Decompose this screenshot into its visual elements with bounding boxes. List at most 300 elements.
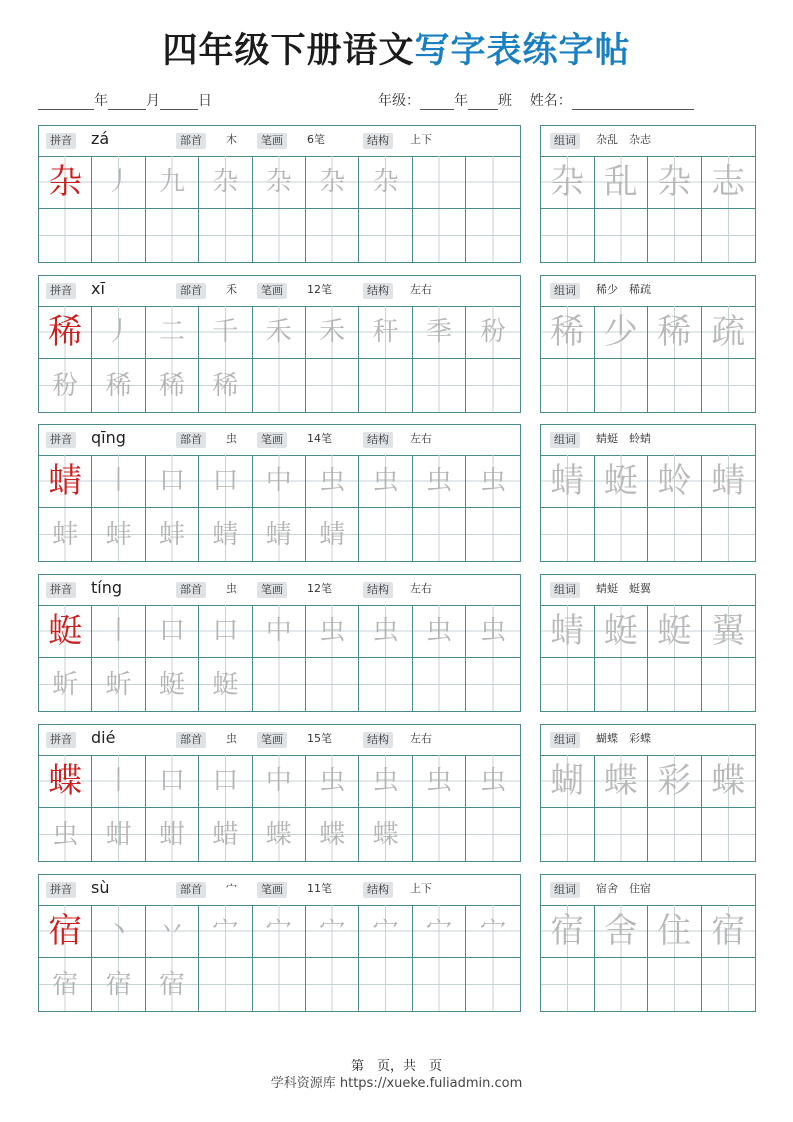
grid-cell[interactable]: [306, 605, 359, 658]
word-cell[interactable]: [702, 156, 756, 209]
words-grid: [541, 905, 755, 1011]
strokes-value: 15笔: [307, 732, 332, 745]
practice-row: [38, 275, 756, 413]
char-header: [39, 425, 520, 456]
word-cell[interactable]: [702, 658, 756, 711]
grid-cell[interactable]: [39, 508, 92, 561]
word-cell[interactable]: [648, 958, 702, 1011]
word-cell[interactable]: [595, 508, 649, 561]
grid-cell[interactable]: [413, 605, 466, 658]
pinyin-value: qīng: [91, 428, 126, 447]
grid-cell[interactable]: [413, 455, 466, 508]
stroke-step-char: 杂: [319, 167, 346, 197]
word-trace-char: 宿: [711, 911, 746, 951]
practice-grid: [39, 306, 520, 412]
words-panel: [540, 125, 756, 263]
word-cell[interactable]: [541, 156, 595, 209]
day-label: 日: [198, 93, 212, 109]
words-grid: [541, 605, 755, 711]
word-cell[interactable]: [702, 306, 756, 359]
stroke-step-char: 二: [158, 317, 185, 347]
student-fields: [378, 90, 694, 110]
word-cell[interactable]: [702, 958, 756, 1011]
grid-cell[interactable]: [413, 958, 466, 1011]
word-cell[interactable]: [702, 359, 756, 412]
stroke-step-char: 蚌: [158, 519, 185, 550]
practice-grid: [39, 156, 520, 262]
word-cell[interactable]: [648, 209, 702, 262]
practice-grid: [39, 755, 520, 861]
stroke-step-char: 口: [212, 616, 239, 646]
grid-cell[interactable]: [92, 306, 145, 359]
grid-cell[interactable]: [359, 658, 412, 711]
grid-cell[interactable]: [39, 658, 92, 711]
grid-cell[interactable]: [359, 508, 412, 561]
grid-cell[interactable]: [253, 508, 306, 561]
word-cell[interactable]: [702, 605, 756, 658]
word-cell[interactable]: [595, 658, 649, 711]
grid-cell[interactable]: [199, 455, 252, 508]
stroke-step-char: 禾: [265, 317, 292, 347]
grid-cell[interactable]: [306, 156, 359, 209]
pinyin-value: tíng: [91, 578, 123, 597]
grid-cell[interactable]: [413, 306, 466, 359]
grid-cell[interactable]: [39, 605, 92, 658]
grid-cell[interactable]: [39, 905, 92, 958]
grid-cell[interactable]: [199, 958, 252, 1011]
grid-cell[interactable]: [413, 905, 466, 958]
grid-cell[interactable]: [92, 808, 145, 861]
structure-value: 左右: [410, 582, 432, 595]
stroke-step-char: 宿: [158, 969, 185, 1000]
word-cell[interactable]: [541, 508, 595, 561]
grid-cell[interactable]: [199, 209, 252, 262]
word-trace-char: 蜻: [550, 611, 585, 651]
words-value: 蜻蜓 蛉蜻: [596, 432, 651, 445]
grid-cell[interactable]: [466, 455, 520, 508]
grid-cell[interactable]: [146, 905, 199, 958]
grid-cell[interactable]: [146, 755, 199, 808]
stroke-step-char: 蜻: [265, 519, 292, 550]
words-value: 稀少 稀疏: [596, 283, 651, 296]
grid-cell[interactable]: [39, 359, 92, 412]
word-cell[interactable]: [541, 306, 595, 359]
grid-cell[interactable]: [146, 156, 199, 209]
grid-cell[interactable]: [146, 658, 199, 711]
radical-tag: 部首: [176, 732, 206, 748]
word-cell[interactable]: [595, 209, 649, 262]
strokes-tag: 笔画: [257, 582, 287, 598]
stroke-step-char: 虫: [480, 766, 507, 796]
grid-cell[interactable]: [199, 905, 252, 958]
grid-cell[interactable]: [359, 209, 412, 262]
word-trace-char: 翼: [711, 611, 746, 651]
structure-tag: 结构: [363, 283, 393, 299]
stroke-step-char: 口: [212, 466, 239, 496]
stroke-step-char: 禾: [319, 317, 346, 347]
grid-cell[interactable]: [199, 306, 252, 359]
grid-cell[interactable]: [146, 808, 199, 861]
word-cell[interactable]: [541, 658, 595, 711]
word-cell[interactable]: [702, 209, 756, 262]
word-cell[interactable]: [541, 209, 595, 262]
grid-cell[interactable]: [92, 156, 145, 209]
grid-cell[interactable]: [199, 359, 252, 412]
grid-cell[interactable]: [253, 905, 306, 958]
grid-cell[interactable]: [359, 306, 412, 359]
word-trace-char: 蝶: [711, 761, 746, 801]
grid-cell[interactable]: [253, 958, 306, 1011]
structure-value: 左右: [410, 732, 432, 745]
pinyin-tag: 拼音: [46, 732, 76, 748]
grid-cell[interactable]: [253, 306, 306, 359]
grid-cell[interactable]: [39, 209, 92, 262]
word-cell[interactable]: [595, 359, 649, 412]
grid-cell[interactable]: [306, 808, 359, 861]
structure-tag: 结构: [363, 432, 393, 448]
stroke-step-char: 杂: [212, 167, 239, 197]
grid-cell[interactable]: [92, 605, 145, 658]
word-cell[interactable]: [648, 905, 702, 958]
stroke-step-char: 虫: [372, 616, 399, 646]
word-cell[interactable]: [648, 156, 702, 209]
month-blank[interactable]: [108, 94, 146, 110]
stroke-step-char: 千: [212, 317, 239, 347]
grid-cell[interactable]: [92, 508, 145, 561]
grid-cell[interactable]: [146, 359, 199, 412]
grid-cell[interactable]: [92, 905, 145, 958]
structure-tag: 结构: [363, 732, 393, 748]
words-value: 杂乱 杂志: [596, 133, 651, 146]
grid-cell[interactable]: [39, 755, 92, 808]
word-trace-char: 杂: [550, 162, 585, 202]
stroke-step-char: 虫: [372, 466, 399, 496]
grid-cell[interactable]: [359, 605, 412, 658]
word-trace-char: 蜓: [657, 611, 692, 651]
practice-row: [38, 424, 756, 562]
word-cell[interactable]: [702, 755, 756, 808]
words-tag: 组词: [550, 882, 580, 898]
grid-cell[interactable]: [92, 755, 145, 808]
grid-cell[interactable]: [253, 156, 306, 209]
radical-tag: 部首: [176, 432, 206, 448]
grid-cell[interactable]: [199, 658, 252, 711]
grid-cell[interactable]: [466, 958, 520, 1011]
word-trace-char: 稀: [657, 312, 692, 352]
grid-cell[interactable]: [253, 359, 306, 412]
pinyin-tag: 拼音: [46, 882, 76, 898]
year-label: 年: [94, 93, 108, 109]
grid-cell[interactable]: [39, 455, 92, 508]
word-cell[interactable]: [648, 755, 702, 808]
word-cell[interactable]: [541, 605, 595, 658]
words-grid: [541, 455, 755, 561]
stroke-step-char: 虫: [319, 766, 346, 796]
grid-cell[interactable]: [146, 958, 199, 1011]
words-tag: 组词: [550, 133, 580, 149]
grid-cell[interactable]: [146, 455, 199, 508]
word-cell[interactable]: [541, 359, 595, 412]
grid-cell[interactable]: [146, 306, 199, 359]
grid-cell[interactable]: [359, 455, 412, 508]
word-trace-char: 蜻: [550, 461, 585, 501]
title-part1: 四年级下册语文: [162, 31, 415, 71]
word-cell[interactable]: [648, 605, 702, 658]
word-trace-char: 蝶: [603, 761, 638, 801]
word-cell[interactable]: [702, 905, 756, 958]
word-cell[interactable]: [541, 905, 595, 958]
model-char: 杂: [48, 162, 83, 202]
word-cell[interactable]: [595, 306, 649, 359]
words-panel: [540, 874, 756, 1012]
stroke-step-char: 秎: [52, 370, 79, 401]
grid-cell[interactable]: [359, 958, 412, 1011]
words-panel: [540, 574, 756, 712]
pinyin-value: sù: [91, 878, 110, 897]
radical-value: 虫: [226, 732, 237, 745]
grid-cell[interactable]: [146, 605, 199, 658]
structure-tag: 结构: [363, 582, 393, 598]
word-cell[interactable]: [702, 808, 756, 861]
grid-cell[interactable]: [359, 905, 412, 958]
pinyin-tag: 拼音: [46, 582, 76, 598]
words-header: [541, 425, 755, 456]
grid-cell[interactable]: [253, 455, 306, 508]
stroke-step-char: 虫: [319, 466, 346, 496]
word-cell[interactable]: [595, 808, 649, 861]
stroke-step-char: 虫: [319, 616, 346, 646]
structure-value: 左右: [410, 432, 432, 445]
word-cell[interactable]: [648, 508, 702, 561]
word-cell[interactable]: [648, 808, 702, 861]
char-panel: [38, 874, 521, 1012]
pinyin-value: zá: [91, 129, 110, 148]
year-blank[interactable]: [38, 94, 94, 110]
stroke-step-char: 稀: [212, 370, 239, 401]
char-panel: [38, 424, 521, 562]
grid-cell[interactable]: [306, 455, 359, 508]
grid-cell[interactable]: [253, 605, 306, 658]
stroke-step-char: 虫: [425, 466, 452, 496]
grid-cell[interactable]: [359, 808, 412, 861]
grid-cell[interactable]: [253, 808, 306, 861]
grid-cell[interactable]: [359, 359, 412, 412]
grid-cell[interactable]: [146, 209, 199, 262]
pinyin-value: dié: [91, 728, 116, 747]
grid-cell[interactable]: [306, 359, 359, 412]
stroke-step-char: 宀: [212, 916, 239, 946]
page-title: [0, 26, 793, 76]
model-char: 蝶: [48, 761, 83, 801]
grid-cell[interactable]: [413, 658, 466, 711]
practice-grid: [39, 905, 520, 1011]
strokes-tag: 笔画: [257, 133, 287, 149]
word-trace-char: 乱: [603, 162, 638, 202]
grid-cell[interactable]: [199, 808, 252, 861]
radical-value: 虫: [226, 582, 237, 595]
structure-tag: 结构: [363, 133, 393, 149]
word-trace-char: 少: [603, 312, 638, 352]
word-cell[interactable]: [541, 455, 595, 508]
word-cell[interactable]: [702, 508, 756, 561]
word-cell[interactable]: [595, 755, 649, 808]
word-cell[interactable]: [648, 306, 702, 359]
stroke-step-char: 蚶: [158, 819, 185, 850]
word-cell[interactable]: [648, 455, 702, 508]
stroke-step-char: 秊: [425, 317, 452, 347]
grid-cell[interactable]: [92, 455, 145, 508]
grid-cell[interactable]: [306, 508, 359, 561]
grid-cell[interactable]: [92, 958, 145, 1011]
word-cell[interactable]: [595, 958, 649, 1011]
grid-cell[interactable]: [413, 209, 466, 262]
grid-cell[interactable]: [199, 605, 252, 658]
words-value: 宿舍 住宿: [596, 882, 651, 895]
grid-cell[interactable]: [466, 808, 520, 861]
grade-blank[interactable]: [420, 94, 454, 110]
grid-cell[interactable]: [306, 306, 359, 359]
grid-cell[interactable]: [306, 958, 359, 1011]
radical-tag: 部首: [176, 582, 206, 598]
structure-tag: 结构: [363, 882, 393, 898]
day-blank[interactable]: [160, 94, 198, 110]
word-trace-char: 蜻: [711, 461, 746, 501]
grid-cell[interactable]: [92, 359, 145, 412]
words-panel: [540, 724, 756, 862]
grid-cell[interactable]: [466, 209, 520, 262]
grid-cell[interactable]: [466, 658, 520, 711]
grid-cell[interactable]: [39, 808, 92, 861]
strokes-value: 14笔: [307, 432, 332, 445]
grid-cell[interactable]: [466, 508, 520, 561]
word-trace-char: 蜓: [603, 611, 638, 651]
grid-cell[interactable]: [306, 905, 359, 958]
word-cell[interactable]: [595, 605, 649, 658]
class-label: 班: [498, 93, 512, 109]
model-char: 蜻: [48, 461, 83, 501]
word-cell[interactable]: [541, 755, 595, 808]
grade-year-label: 年: [454, 93, 468, 109]
stroke-step-char: 蝶: [319, 819, 346, 850]
radical-value: 宀: [226, 882, 237, 895]
grid-cell[interactable]: [466, 306, 520, 359]
grid-cell[interactable]: [199, 755, 252, 808]
grid-cell[interactable]: [306, 755, 359, 808]
word-cell[interactable]: [595, 455, 649, 508]
char-panel: [38, 125, 521, 263]
words-tag: 组词: [550, 283, 580, 299]
grid-cell[interactable]: [92, 209, 145, 262]
grid-cell[interactable]: [466, 605, 520, 658]
class-blank[interactable]: [468, 94, 498, 110]
word-cell[interactable]: [702, 455, 756, 508]
radical-tag: 部首: [176, 283, 206, 299]
grid-cell[interactable]: [466, 156, 520, 209]
char-header: [39, 575, 520, 606]
grid-cell[interactable]: [413, 508, 466, 561]
word-trace-char: 蜓: [603, 461, 638, 501]
grid-cell[interactable]: [413, 359, 466, 412]
grid-cell[interactable]: [253, 658, 306, 711]
word-cell[interactable]: [648, 359, 702, 412]
word-cell[interactable]: [648, 658, 702, 711]
word-cell[interactable]: [595, 905, 649, 958]
radical-tag: 部首: [176, 133, 206, 149]
structure-value: 上下: [410, 133, 432, 146]
stroke-step-char: 虫: [425, 766, 452, 796]
word-trace-char: 疏: [711, 312, 746, 352]
info-line: [38, 90, 758, 112]
pinyin-value: xī: [91, 279, 105, 298]
date-fields: [38, 90, 212, 110]
grid-cell[interactable]: [413, 755, 466, 808]
stroke-step-char: 蜻: [212, 519, 239, 550]
char-header: [39, 725, 520, 756]
grid-cell[interactable]: [306, 658, 359, 711]
grid-cell[interactable]: [39, 156, 92, 209]
words-header: [541, 725, 755, 756]
stroke-step-char: 口: [212, 766, 239, 796]
grid-cell[interactable]: [199, 508, 252, 561]
name-blank[interactable]: [572, 94, 694, 110]
stroke-step-char: 蝶: [265, 819, 292, 850]
model-char: 蜓: [48, 611, 83, 651]
stroke-step-char: 蚚: [105, 669, 132, 700]
grid-cell[interactable]: [253, 209, 306, 262]
stroke-step-char: 虫: [372, 766, 399, 796]
site-link[interactable]: 学科资源库 https://xueke.fuliadmin.com: [270, 1076, 523, 1091]
practice-grid: [39, 605, 520, 711]
word-cell[interactable]: [541, 958, 595, 1011]
words-tag: 组词: [550, 732, 580, 748]
grid-cell[interactable]: [359, 755, 412, 808]
stroke-step-char: 丶: [105, 916, 132, 946]
strokes-value: 12笔: [307, 283, 332, 296]
stroke-step-char: 蚌: [105, 519, 132, 550]
stroke-step-char: 口: [158, 466, 185, 496]
structure-value: 左右: [410, 283, 432, 296]
words-grid: [541, 755, 755, 861]
stroke-step-char: 秎: [480, 317, 507, 347]
grid-cell[interactable]: [466, 755, 520, 808]
word-cell[interactable]: [595, 156, 649, 209]
grid-cell[interactable]: [413, 156, 466, 209]
words-panel: [540, 424, 756, 562]
grid-cell[interactable]: [199, 156, 252, 209]
grid-cell[interactable]: [306, 209, 359, 262]
grid-cell[interactable]: [413, 808, 466, 861]
grid-cell[interactable]: [359, 156, 412, 209]
word-cell[interactable]: [541, 808, 595, 861]
stroke-step-char: 蜡: [212, 819, 239, 850]
grid-cell[interactable]: [253, 755, 306, 808]
grid-cell[interactable]: [92, 658, 145, 711]
grid-cell[interactable]: [39, 306, 92, 359]
grid-cell[interactable]: [146, 508, 199, 561]
word-trace-char: 彩: [657, 761, 692, 801]
grid-cell[interactable]: [39, 958, 92, 1011]
word-trace-char: 舍: [603, 911, 638, 951]
stroke-step-char: 九: [158, 167, 185, 197]
practice-grid: [39, 455, 520, 561]
char-panel: [38, 724, 521, 862]
radical-value: 虫: [226, 432, 237, 445]
grid-cell[interactable]: [466, 359, 520, 412]
strokes-value: 12笔: [307, 582, 332, 595]
grid-cell[interactable]: [466, 905, 520, 958]
stroke-step-char: 蚶: [105, 819, 132, 850]
word-trace-char: 蛉: [657, 461, 692, 501]
